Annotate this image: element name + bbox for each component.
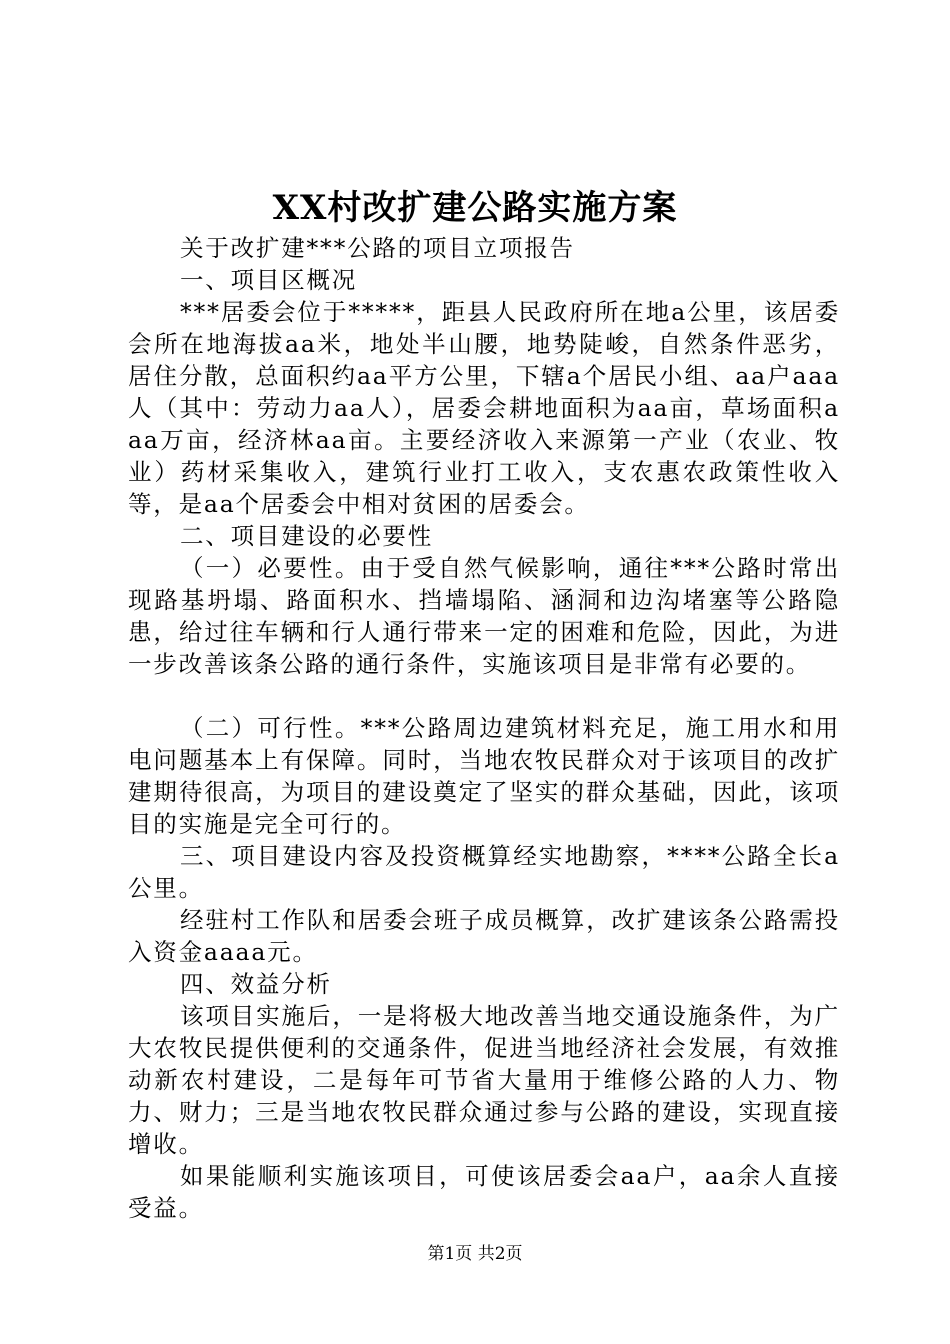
paragraph-feasibility: （二）可行性。***公路周边建筑材料充足，施工用水和用电问题基本上有保障。同时，当地农牧民群众对于该项目的改扩建期待很高，为项目的建设奠定了坚实的群众基础，因此，该项目的实施是完全可行的。 (128, 714, 840, 838)
paragraph-benefits: 该项目实施后，一是将极大地改善当地交通设施条件，为广大农牧民提供便利的交通条件，促进当地经济社会发展，有效推动新农村建设，二是每年可节省大量用于维修公路的人力、物力、财力；三是当地农牧民群众通过参与公路的建设，实现直接增收。 (128, 1002, 840, 1158)
section-heading-necessity: 二、项目建设的必要性 (180, 522, 433, 550)
paragraph-necessity: （一）必要性。由于受自然气候影响，通往***公路时常出现路基坍塌、路面积水、挡墙塌陷、涵洞和边沟堵塞等公路隐患，给过往车辆和行人通行带来一定的困难和危险，因此，为进一步改善该条公路的通行条件，实施该项目是非常有必要的。 (128, 554, 840, 678)
paragraph-beneficiaries: 如果能顺利实施该项目，可使该居委会aa户，aa余人直接受益。 (128, 1162, 840, 1222)
paragraph-investment: 经驻村工作队和居委会班子成员概算，改扩建该条公路需投入资金aaaa元。 (128, 906, 840, 966)
paragraph-construction-content: 三、项目建设内容及投资概算经实地勘察，****公路全长a公里。 (128, 842, 840, 902)
paragraph-overview: ***居委会位于*****，距县人民政府所在地a公里，该居委会所在地海拔aa米，地处半山腰，地势陡峻，自然条件恶劣，居住分散，总面积约aa平方公里，下辖a个居民小组、aa户aaa人（其中：劳动力aa人），居委会耕地面积为aa亩，草场面积aaa万亩，经济林aa亩。主要经济收入来源第一产业（农业、牧业）药材采集收入，建筑行业打工收入，支农惠农政策性收入等，是aa个居委会中相对贫困的居委会。 (128, 298, 840, 518)
document-title: XX村改扩建公路实施方案 (272, 188, 678, 228)
paragraph-report-heading: 关于改扩建***公路的项目立项报告 (180, 234, 575, 262)
document-body (128, 232, 840, 1224)
page-number-footer: 第1页 共2页 (427, 1244, 523, 1264)
section-heading-overview: 一、项目区概况 (180, 266, 358, 294)
section-heading-benefits: 四、效益分析 (180, 970, 332, 998)
